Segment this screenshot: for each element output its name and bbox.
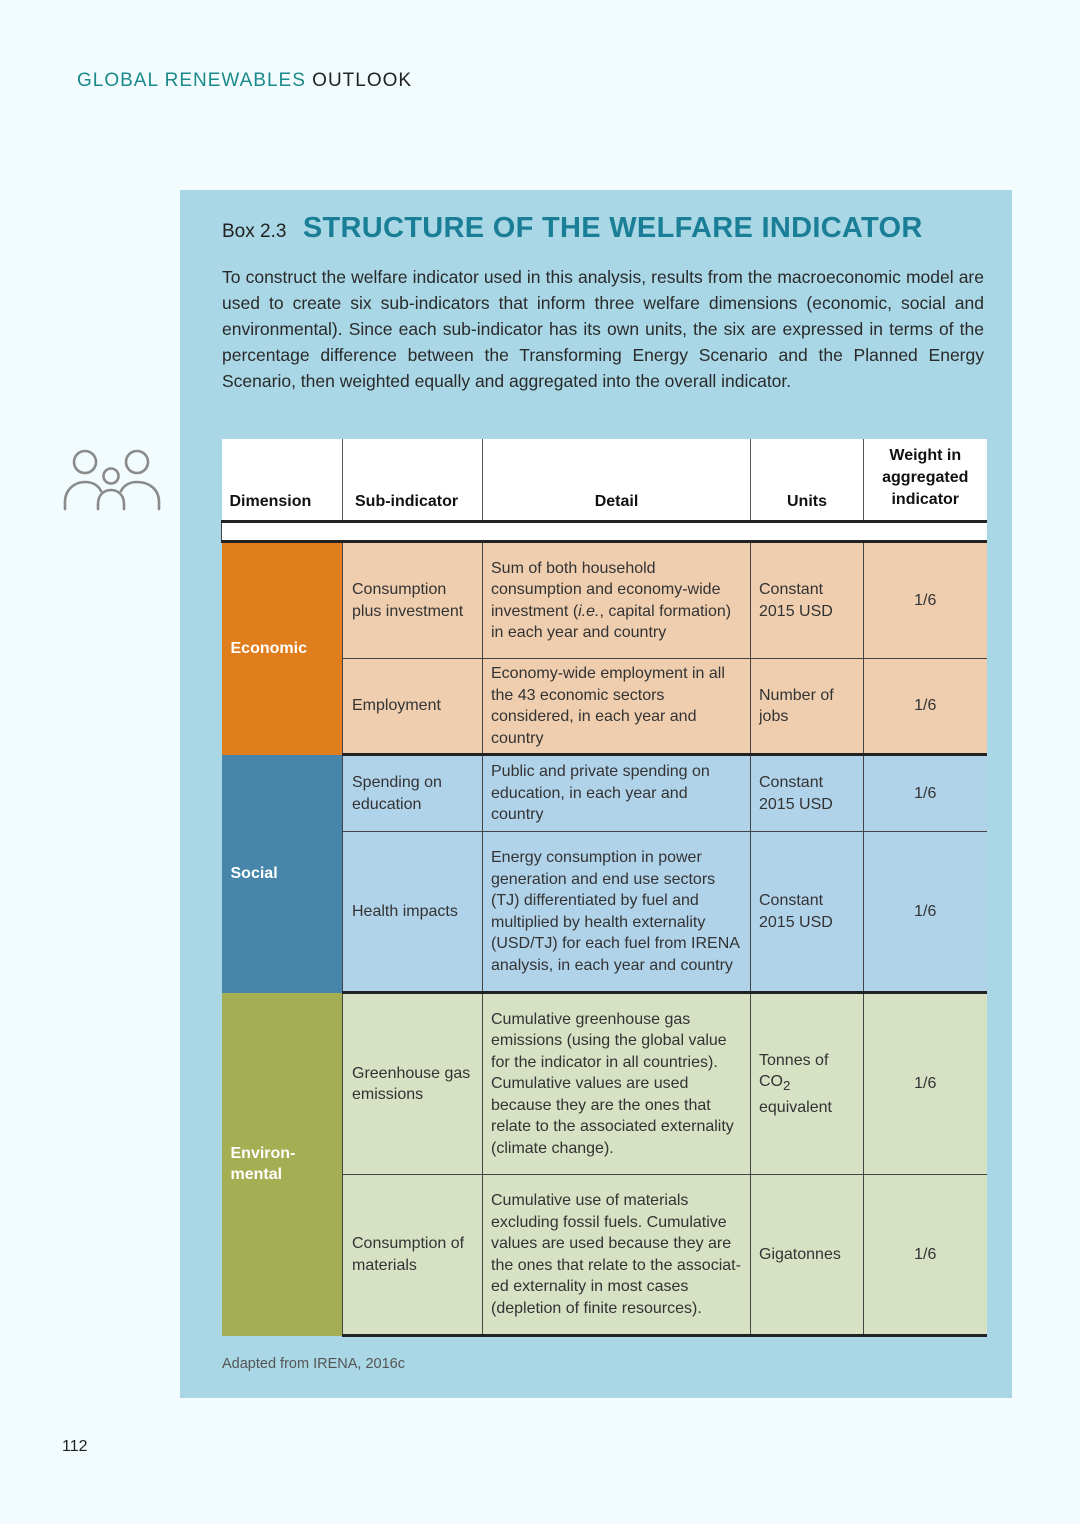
box-number: Box 2.3	[222, 221, 287, 242]
detail-cell: Energy consumption in power generation and end use sectors (TJ) differentiated by fuel and multiplied by health externality (USD/TJ) for each fuel from IRENA analysis, in each year and country	[483, 832, 751, 993]
weight-cell: 1/6	[864, 755, 987, 832]
dimension-social: Social	[222, 755, 343, 993]
header-sub-indicator: Sub-indicator	[343, 439, 483, 522]
units-cell: Constant 2015 USD	[751, 542, 864, 659]
units-cell: Gigatonnes	[751, 1175, 864, 1336]
table-spacer	[222, 522, 987, 542]
sub-indicator-cell: Consumption plus investment	[343, 542, 483, 659]
detail-cell: Cumulative use of materials excluding fossil fuels. Cumulative values are used because they are the ones that relate to the associat-ed externality in most cases (depletion of finite resources).	[483, 1175, 751, 1336]
units-cell: Constant 2015 USD	[751, 755, 864, 832]
weight-cell: 1/6	[864, 542, 987, 659]
header-rest: OUTLOOK	[312, 70, 413, 91]
sub-indicator-cell: Health impacts	[343, 832, 483, 993]
detail-cell: Economy-wide employment in all the 43 economic sectors considered, in each year and country	[483, 659, 751, 755]
page-number: 112	[62, 1438, 88, 1455]
header-highlight: GLOBAL RENEWABLES	[77, 70, 306, 91]
weight-cell: 1/6	[864, 993, 987, 1175]
intro-paragraph: To construct the welfare indicator used in this analysis, results from the macroeconomic model are used to create six sub-indicators that inform three welfare dimensions (economic, social and environmental). Since each sub-indicator has its own units, the six are expressed in terms of the percentage difference between the Transforming Energy Scenario and the Planned Energy Scenario, then weighted equally and aggregated into the overall indicator.	[222, 267, 984, 391]
box-title	[222, 212, 923, 245]
weight-cell: 1/6	[864, 832, 987, 993]
dimension-environmental: Environ-mental	[222, 993, 343, 1336]
dimension-economic: Economic	[222, 542, 343, 755]
units-cell: Constant 2015 USD	[751, 832, 864, 993]
welfare-indicator-box	[180, 190, 1012, 1398]
header-detail: Detail	[483, 439, 751, 522]
table-header-row	[222, 439, 987, 522]
units-cell: Number of jobs	[751, 659, 864, 755]
weight-cell: 1/6	[864, 659, 987, 755]
table-row	[222, 993, 987, 1175]
running-header	[77, 70, 412, 92]
detail-cell: Cumulative greenhouse gas emissions (using the global value for the indicator in all countries). Cumulative values are used because they are the ones that relate to the associated externality (climate change).	[483, 993, 751, 1175]
box-heading: STRUCTURE OF THE WELFARE INDICATOR	[302, 212, 923, 244]
people-group-icon	[60, 446, 164, 514]
weight-cell: 1/6	[864, 1175, 987, 1336]
table-row	[222, 755, 987, 832]
header-dimension: Dimension	[222, 439, 343, 522]
table-row	[222, 542, 987, 659]
header-units: Units	[751, 439, 864, 522]
detail-cell: Sum of both household consumption and economy-wide investment (i.e., capital formation) in each year and country	[483, 542, 751, 659]
units-cell: Tonnes of $CO_2$ equivalent	[751, 993, 864, 1175]
sub-indicator-cell: Spending on education	[343, 755, 483, 832]
welfare-indicator-table	[221, 439, 987, 1337]
detail-cell: Public and private spending on education, in each year and country	[483, 755, 751, 832]
sub-indicator-cell: Consumption of materials	[343, 1175, 483, 1336]
sub-indicator-cell: Employment	[343, 659, 483, 755]
header-weight: Weight in aggregated indicator	[864, 439, 987, 522]
sub-indicator-cell: Greenhouse gas emissions	[343, 993, 483, 1175]
source-note: Adapted from IRENA, 2016c	[222, 1356, 405, 1372]
